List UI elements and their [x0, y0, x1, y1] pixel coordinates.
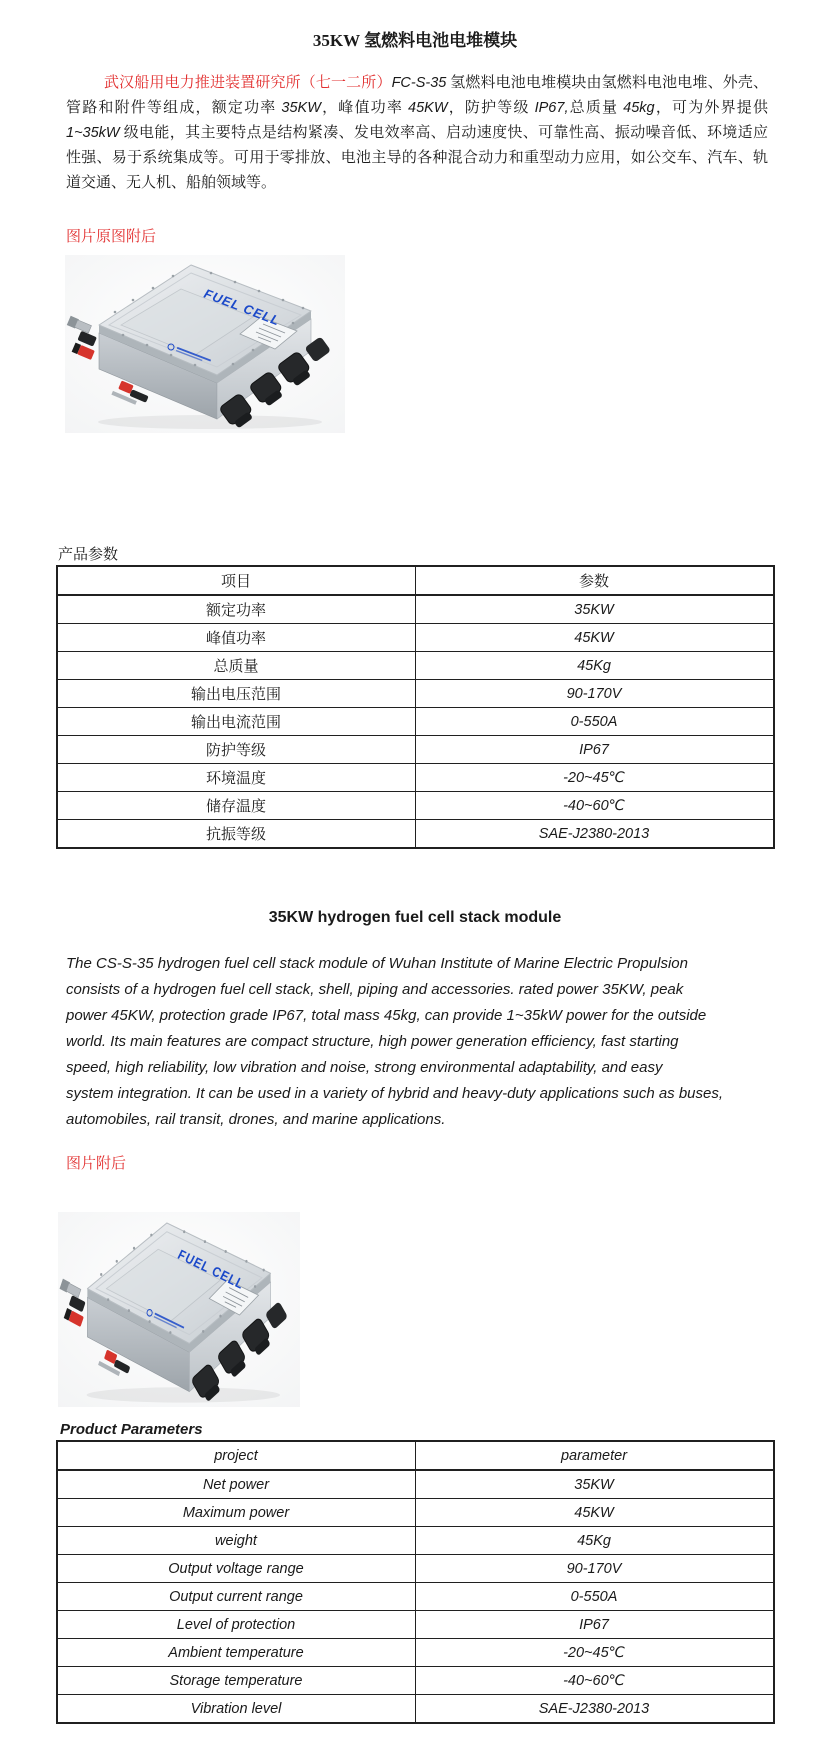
- table-row: [57, 595, 774, 624]
- param-name-cell: weight: [57, 1527, 416, 1555]
- column-header-project: project: [57, 1441, 416, 1470]
- param-name-cell: Maximum power: [57, 1499, 416, 1527]
- column-header-item: 项目: [57, 566, 416, 595]
- figure-module-attached: [58, 1212, 830, 1407]
- table-row: [57, 708, 774, 736]
- table-row: [57, 764, 774, 792]
- table-row: [57, 624, 774, 652]
- mass-value: 45kg: [623, 100, 655, 116]
- parameters-table-cn: [56, 565, 775, 849]
- fuel-cell-module-photo: [58, 1212, 300, 1407]
- intro-text: 总质量: [568, 100, 624, 116]
- note-image-attached: 图片附后: [66, 1156, 127, 1172]
- param-name-cell: Storage temperature: [57, 1667, 416, 1695]
- param-value-cell: -40~60℃: [415, 792, 774, 820]
- table-row: [57, 792, 774, 820]
- param-name-cell: Output voltage range: [57, 1555, 416, 1583]
- param-name-cell: 总质量: [57, 652, 416, 680]
- paragraph-line: system integration. It can be used in a variety of hybrid and heavy-duty applications such as buses,: [66, 1085, 724, 1102]
- table-row: [57, 1499, 774, 1527]
- institute-name-red: 武汉船用电力推进装置研究所（七一二所）: [104, 75, 392, 91]
- param-value-cell: IP67: [415, 1611, 774, 1639]
- intro-text: 级电能，其主要特点是结构紧凑、发电效率高、启动速度快、可靠性高、振动噪音低、环境适应性强、易于系统集成等。可用于零排放、电池主导的各种混合动力和重型动力应用，如公交车、汽车、轨道交通、无人机、船舶领域等。: [66, 125, 768, 191]
- table-caption-en: Product Parameters: [60, 1421, 203, 1438]
- param-name-cell: 防护等级: [57, 736, 416, 764]
- param-value-cell: 0-550A: [415, 1583, 774, 1611]
- param-value-cell: 90-170V: [415, 1555, 774, 1583]
- intro-text: ，可为外界提供: [654, 100, 768, 116]
- param-value-cell: 45Kg: [415, 652, 774, 680]
- param-value-cell: 45KW: [415, 624, 774, 652]
- power-range-value: 1~35kW: [66, 125, 120, 141]
- table-header-row: [57, 566, 774, 595]
- param-name-cell: Output current range: [57, 1583, 416, 1611]
- param-name-cell: 输出电流范围: [57, 708, 416, 736]
- param-value-cell: 35KW: [415, 1470, 774, 1499]
- param-value-cell: IP67: [415, 736, 774, 764]
- param-value-cell: 45KW: [415, 1499, 774, 1527]
- intro-text: ，防护等级: [447, 100, 535, 116]
- page-title-en: 35KW hydrogen fuel cell stack module: [268, 909, 562, 926]
- param-name-cell: 额定功率: [57, 595, 416, 624]
- table-row: [57, 680, 774, 708]
- intro-text: ，峰值功率: [320, 100, 409, 116]
- param-value-cell: SAE-J2380-2013: [415, 820, 774, 849]
- intro-paragraph-en: [66, 951, 768, 1133]
- param-value-cell: 45Kg: [415, 1527, 774, 1555]
- figure-module-original: [65, 255, 830, 433]
- table-row: [57, 1583, 774, 1611]
- param-name-cell: 环境温度: [57, 764, 416, 792]
- table-caption-cn: 产品参数: [58, 547, 119, 563]
- page-title: 35KW 氢燃料电池电堆模块: [312, 31, 518, 50]
- paragraph-line: consists of a hydrogen fuel cell stack, shell, piping and accessories. rated power 35KW, peak: [66, 981, 684, 998]
- param-name-cell: 抗振等级: [57, 820, 416, 849]
- parameters-table-en: [56, 1440, 775, 1724]
- table-row: [57, 1639, 774, 1667]
- param-value-cell: 0-550A: [415, 708, 774, 736]
- fuel-cell-module-photo: [65, 255, 345, 433]
- table-row: [57, 1470, 774, 1499]
- column-header-parameter: parameter: [415, 1441, 774, 1470]
- table-header-row: [57, 1441, 774, 1470]
- paragraph-line: The CS-S-35 hydrogen fuel cell stack module of Wuhan Institute of Marine Electric Propulsion: [66, 955, 688, 972]
- param-value-cell: SAE-J2380-2013: [415, 1695, 774, 1724]
- note-image-original: 图片原图附后: [66, 229, 157, 245]
- table-row: [57, 1527, 774, 1555]
- table-row: [57, 1611, 774, 1639]
- param-value-cell: 35KW: [415, 595, 774, 624]
- rated-power-value: 35KW: [281, 100, 321, 116]
- param-value-cell: -40~60℃: [415, 1667, 774, 1695]
- param-name-cell: Ambient temperature: [57, 1639, 416, 1667]
- param-name-cell: Net power: [57, 1470, 416, 1499]
- table-row: [57, 1695, 774, 1724]
- ip-rating-value: IP67,: [534, 100, 569, 116]
- param-name-cell: 输出电压范围: [57, 680, 416, 708]
- paragraph-line: speed, high reliability, low vibration and noise, strong environmental adaptability, and easy: [66, 1059, 663, 1076]
- table-row: [57, 1667, 774, 1695]
- table-row: [57, 1555, 774, 1583]
- param-name-cell: 储存温度: [57, 792, 416, 820]
- peak-power-value: 45KW: [408, 100, 448, 116]
- table-row: [57, 820, 774, 849]
- param-value-cell: -20~45℃: [415, 764, 774, 792]
- model-number: FC-S-35: [391, 75, 447, 91]
- param-value-cell: -20~45℃: [415, 1639, 774, 1667]
- table-row: [57, 736, 774, 764]
- intro-text: 氢燃料电池电堆模块由氢燃料电池电堆、外壳、管路和附件等组成，额定功率: [66, 75, 768, 116]
- paragraph-line: power 45KW, protection grade IP67, total mass 45kg, can provide 1~35kW power for the outside: [66, 1007, 707, 1024]
- param-name-cell: Level of protection: [57, 1611, 416, 1639]
- intro-paragraph: [66, 71, 768, 196]
- param-value-cell: 90-170V: [415, 680, 774, 708]
- paragraph-line: automobiles, rail transit, drones, and marine applications.: [66, 1111, 446, 1128]
- paragraph-line: world. Its main features are compact structure, high power generation efficiency, fast starting: [66, 1033, 679, 1050]
- column-header-parameter: 参数: [415, 566, 774, 595]
- param-name-cell: 峰值功率: [57, 624, 416, 652]
- param-name-cell: Vibration level: [57, 1695, 416, 1724]
- table-row: [57, 652, 774, 680]
